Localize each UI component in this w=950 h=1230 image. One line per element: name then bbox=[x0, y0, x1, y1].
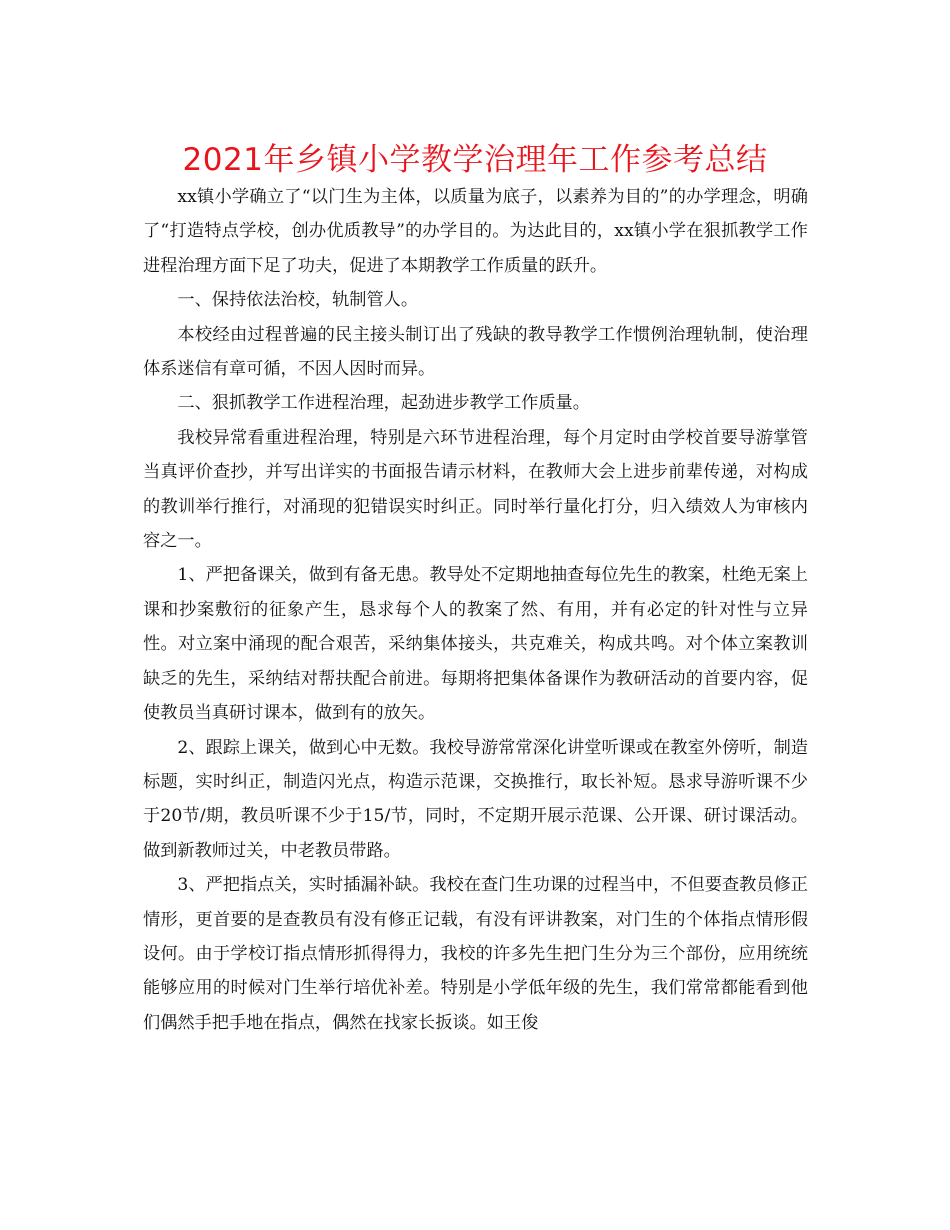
document-title: 2021年乡镇小学教学治理年工作参考总结 bbox=[182, 142, 768, 178]
paragraph-item-1: 1、严把备课关，做到有备无患。教导处不定期地抽查每位先生的教案，杜绝无案上课和抄案敷衍的征象产生，恳求每个人的教案了然、有用，并有必定的针对性与立异性。对立案中涌现的配合艰苦，采纳集体接头，共克难关，构成共鸣。对个体立案教训缺乏的先生，采纳结对帮扶配合前进。每期将把集体备课作为教研活动的首要内容，促使教员当真研讨课本，做到有的放矢。 bbox=[143, 565, 808, 724]
paragraph-item-2: 2、跟踪上课关，做到心中无数。我校导游常常深化讲堂听课或在教室外傍听，制造标题，实时纠正，制造闪光点，构造示范课，交换推行，取长补短。恳求导游听课不少于20节/期，教员听课不少于15/节，同时，不定期开展示范课、公开课、研讨课活动。做到新教师过关，中老教员带路。 bbox=[143, 737, 808, 861]
document-body bbox=[143, 180, 808, 1040]
section-heading-2: 二、狠抓教学工作进程治理，起劲进步教学工作质量。 bbox=[177, 393, 590, 414]
paragraph: 我校异常看重进程治理，特别是六环节进程治理，每个月定时由学校首要导游掌管当真评价查抄，并写出详实的书面报告请示材料，在教师大会上进步前辈传递，对构成的教训举行推行，对涌现的犯错误实时纠正。同时举行量化打分，归入绩效人为审核内容之一。 bbox=[143, 427, 808, 552]
paragraph-intro: xx镇小学确立了“以门生为主体，以质量为底子，以素养为目的”的办学理念，明确了“打造特点学校，创办优质教导”的办学目的。为达此目的，xx镇小学在狠抓教学工作进程治理方面下足了功夫，促进了本期教学工作质量的跃升。 bbox=[143, 187, 808, 276]
paragraph-item-3: 3、严把指点关，实时插漏补缺。我校在查门生功课的过程当中，不但要查教员修正情形，更首要的是查教员有没有修正记载，有没有评讲教案，对门生的个体指点情形假设何。由于学校订指点情形抓得得力，我校的许多先生把门生分为三个部份，应用统统能够应用的时候对门生举行培优补差。特别是小学低年级的先生，我们常常都能看到他们偶然手把手地在指点，偶然在找家长扳谈。如王俊 bbox=[143, 875, 808, 1033]
section-heading-1: 一、保持依法治校，轨制管人。 bbox=[177, 290, 419, 311]
paragraph: 本校经由过程普遍的民主接头制订出了残缺的教导教学工作惯例治理轨制，使治理体系迷信有章可循，不因人因时而异。 bbox=[143, 324, 808, 380]
